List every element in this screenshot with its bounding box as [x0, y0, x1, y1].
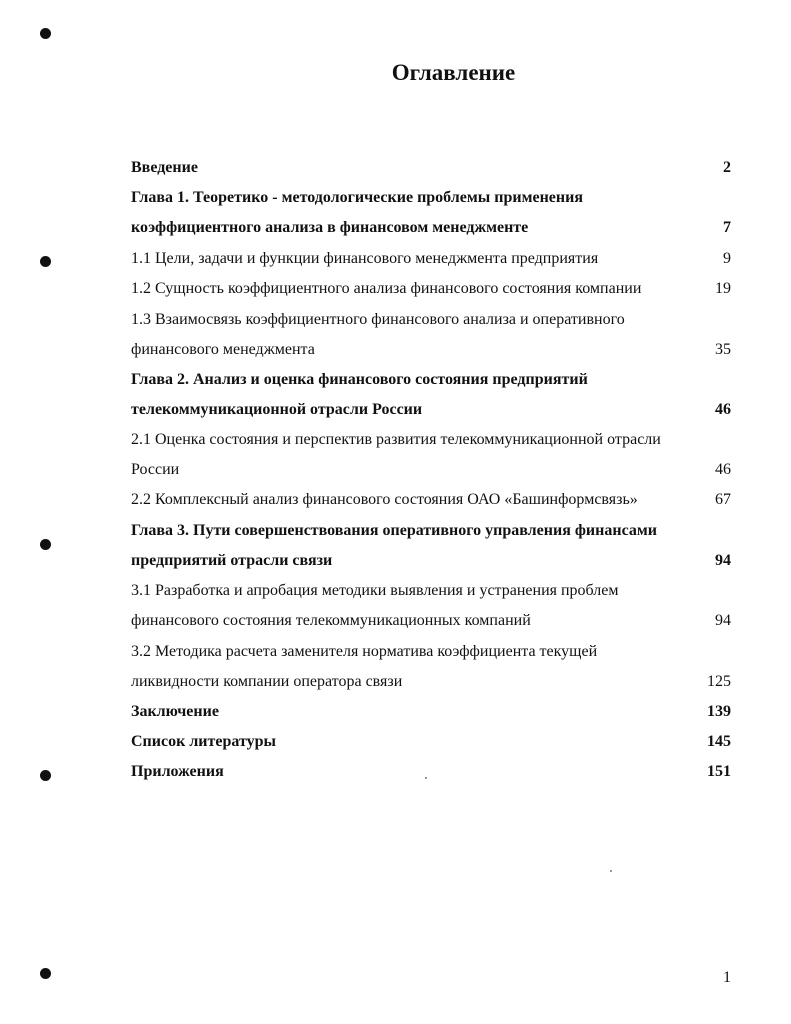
toc-entry-section-3-2 — [131, 637, 731, 667]
toc-entry-section-1-3-cont — [131, 335, 731, 365]
toc-entry-text: Глава 1. Теоретико - методологические проблемы применения — [131, 189, 583, 206]
toc-entry-text: Заключение — [131, 703, 219, 720]
toc-entry-section-1-3 — [131, 305, 731, 335]
toc-entry-page: 94 — [715, 612, 731, 629]
toc-entry-text: предприятий отрасли связи — [131, 552, 333, 569]
toc-entry-text: Приложения — [131, 763, 224, 780]
scan-speck — [610, 870, 612, 872]
toc-entry-text: Список литературы — [131, 733, 276, 750]
binder-hole-mark — [40, 28, 51, 39]
toc-entry-chapter-1-cont — [131, 213, 731, 243]
page-title: Оглавление — [391, 60, 516, 85]
toc-entry-chapter-3 — [131, 516, 731, 546]
toc-entry-page: 67 — [715, 491, 731, 508]
toc-entry-page: 35 — [715, 341, 731, 358]
toc-entry-chapter-2-cont — [131, 395, 731, 425]
toc-entry-page: 7 — [723, 219, 731, 236]
toc-entry-page: 46 — [715, 461, 731, 478]
toc-entry-section-1-2 — [131, 274, 731, 304]
toc-entry-section-2-1-cont — [131, 455, 731, 485]
toc-entry-section-3-2-cont — [131, 667, 731, 697]
toc-entry-text: 2.1 Оценка состояния и перспектив развития телекоммуникационной отрасли — [131, 431, 661, 448]
page-number: 1 — [723, 969, 731, 986]
toc-entry-page: 46 — [715, 401, 731, 418]
toc-entry-text: 3.2 Методика расчета заменителя норматива коэффициента текущей — [131, 643, 598, 660]
toc-entry-text: 2.2 Комплексный анализ финансового состояния ОАО «Башинформсвязь» — [131, 491, 638, 508]
toc-entry-chapter-1 — [131, 183, 731, 213]
binder-hole-mark — [40, 256, 51, 267]
toc-entry-text: финансового состояния телекоммуникационных компаний — [131, 612, 531, 629]
toc-entry-text: телекоммуникационной отрасли России — [131, 401, 423, 418]
toc-entry-text: Глава 3. Пути совершенствования оперативного управления финансами — [131, 522, 657, 539]
toc-entry-text: коэффициентного анализа в финансовом менеджменте — [131, 219, 529, 236]
toc-entry-text: России — [131, 461, 180, 478]
toc-entry-page: 139 — [707, 703, 731, 720]
toc-entry-text: 1.2 Сущность коэффициентного анализа финансового состояния компании — [131, 280, 642, 297]
toc-entry-section-2-1 — [131, 425, 731, 455]
toc-entry-introduction — [131, 153, 731, 183]
toc-entry-page: 151 — [707, 763, 731, 780]
toc-entry-section-2-2 — [131, 485, 731, 515]
toc-entry-section-1-1 — [131, 244, 731, 274]
toc-entry-chapter-3-cont — [131, 546, 731, 576]
toc-entry-text: финансового менеджмента — [131, 341, 315, 358]
toc-entry-text: Введение — [131, 159, 198, 176]
toc-entry-text: 1.1 Цели, задачи и функции финансового менеджмента предприятия — [131, 250, 599, 267]
toc-entry-text: 3.1 Разработка и апробация методики выявления и устранения проблем — [131, 582, 619, 599]
toc-entry-page: 9 — [723, 250, 731, 267]
toc-entry-page: 19 — [715, 280, 731, 297]
toc-entry-section-3-1-cont — [131, 606, 731, 636]
toc-entry-references — [131, 727, 731, 757]
toc-entry-page: 2 — [723, 159, 731, 176]
toc-entry-text: Глава 2. Анализ и оценка финансового состояния предприятий — [131, 371, 588, 388]
binder-hole-mark — [40, 539, 51, 550]
toc-entry-section-3-1 — [131, 576, 731, 606]
binder-hole-mark — [40, 770, 51, 781]
toc-entry-appendices — [131, 757, 731, 787]
toc-entry-conclusion — [131, 697, 731, 727]
toc-entry-page: 94 — [715, 552, 731, 569]
toc-entry-page: 145 — [707, 733, 731, 750]
binder-hole-mark — [40, 968, 51, 979]
toc-entry-chapter-2 — [131, 365, 731, 395]
toc-entry-text: ликвидности компании оператора связи — [131, 673, 403, 690]
toc-entry-page: 125 — [707, 673, 731, 690]
toc-entry-text: 1.3 Взаимосвязь коэффициентного финансового анализа и оперативного — [131, 311, 625, 328]
